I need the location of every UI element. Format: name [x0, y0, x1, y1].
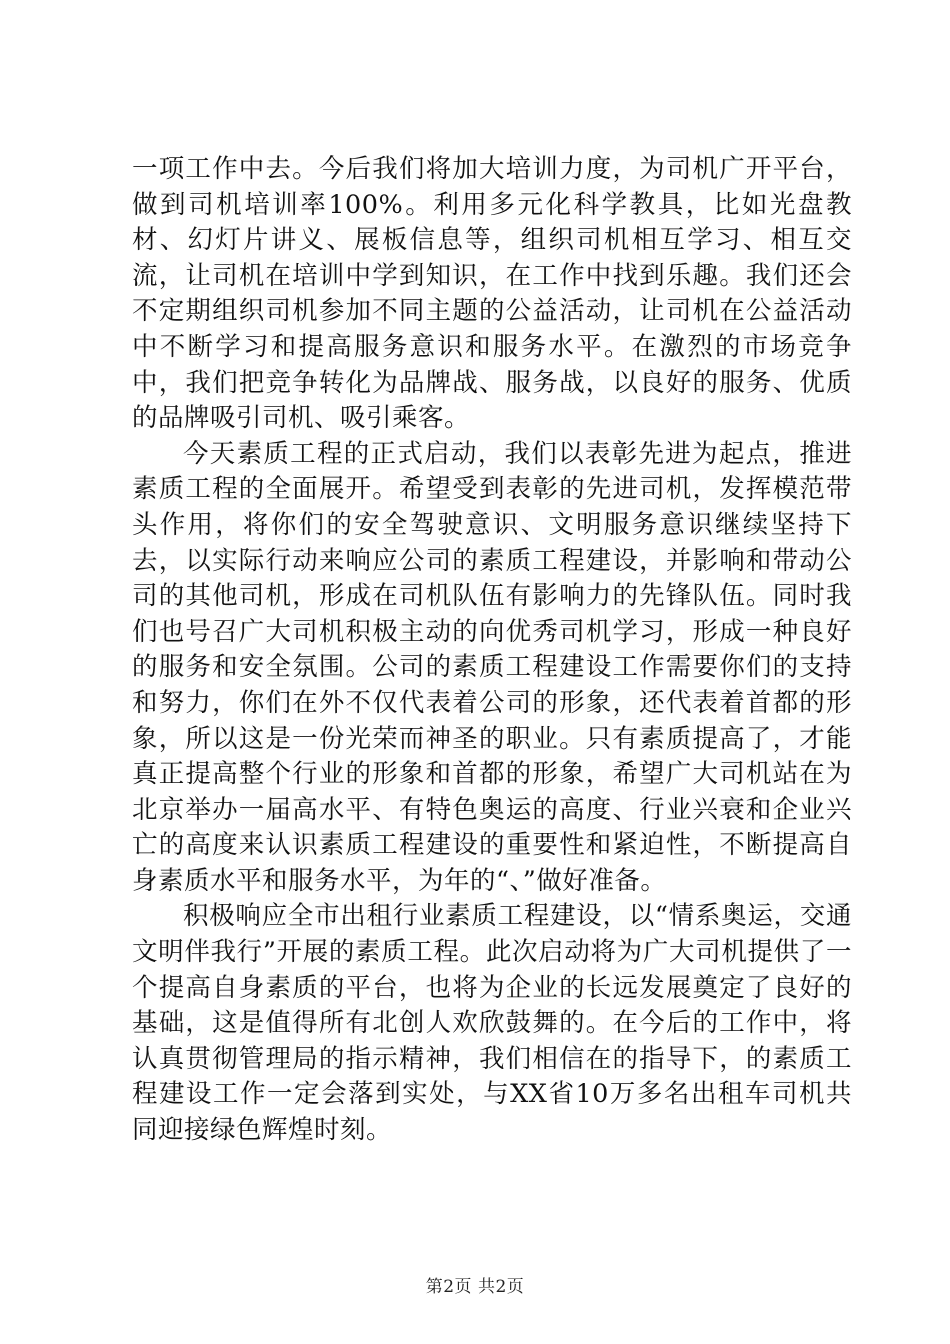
paragraph-2: 今天素质工程的正式启动，我们以表彰先进为起点，推进素质工程的全面展开。希望受到表彰的先进司机，发挥模范带头作用，将你们的安全驾驶意识、文明服务意识继续坚持下去，以实际行动来响应公司的素质工程建设，并影响和带动公司的其他司机，形成在司机队伍有影响力的先锋队伍。同时我们也号召广大司机积极主动的向优秀司机学习，形成一种良好的服务和安全氛围。公司的素质工程建设工作需要你们的支持和努力，你们在外不仅代表着公司的形象，还代表着首都的形象，所以这是一份光荣而神圣的职业。只有素质提高了，才能真正提高整个行业的形象和首都的形象，希望广大司机站在为北京举办一届高水平、有特色奥运的高度、行业兴衰和企业兴亡的高度来认识素质工程建设的重要性和紧迫性，不断提高自身素质水平和服务水平，为年的“、”做好准备。: [132, 438, 852, 896]
page-footer: 第2页 共2页: [425, 1277, 525, 1297]
paragraph-3: 积极响应全市出租行业素质工程建设，以“情系奥运，交通文明伴我行”开展的素质工程。此次启动将为广大司机提供了一个提高自身素质的平台，也将为企业的长远发展奠定了良好的基础，这是值得所有北创人欢欣鼓舞的。在今后的工作中，将认真贯彻管理局的指示精神，我们相信在的指导下，的素质工程建设工作一定会落到实处，与XX省10万多名出租车司机共同迎接绿色辉煌时刻。: [132, 901, 852, 1146]
document-body: [132, 152, 852, 1149]
paragraph-1: 一项工作中去。今后我们将加大培训力度，为司机广开平台，做到司机培训率100%。利用多元化科学教具，比如光盘教材、幻灯片讲义、展板信息等，组织司机相互学习、相互交流，让司机在培训中学到知识，在工作中找到乐趣。我们还会不定期组织司机参加不同主题的公益活动，让司机在公益活动中不断学习和提高服务意识和服务水平。在激烈的市场竞争中，我们把竞争转化为品牌战、服务战，以良好的服务、优质的品牌吸引司机、吸引乘客。: [132, 154, 852, 434]
